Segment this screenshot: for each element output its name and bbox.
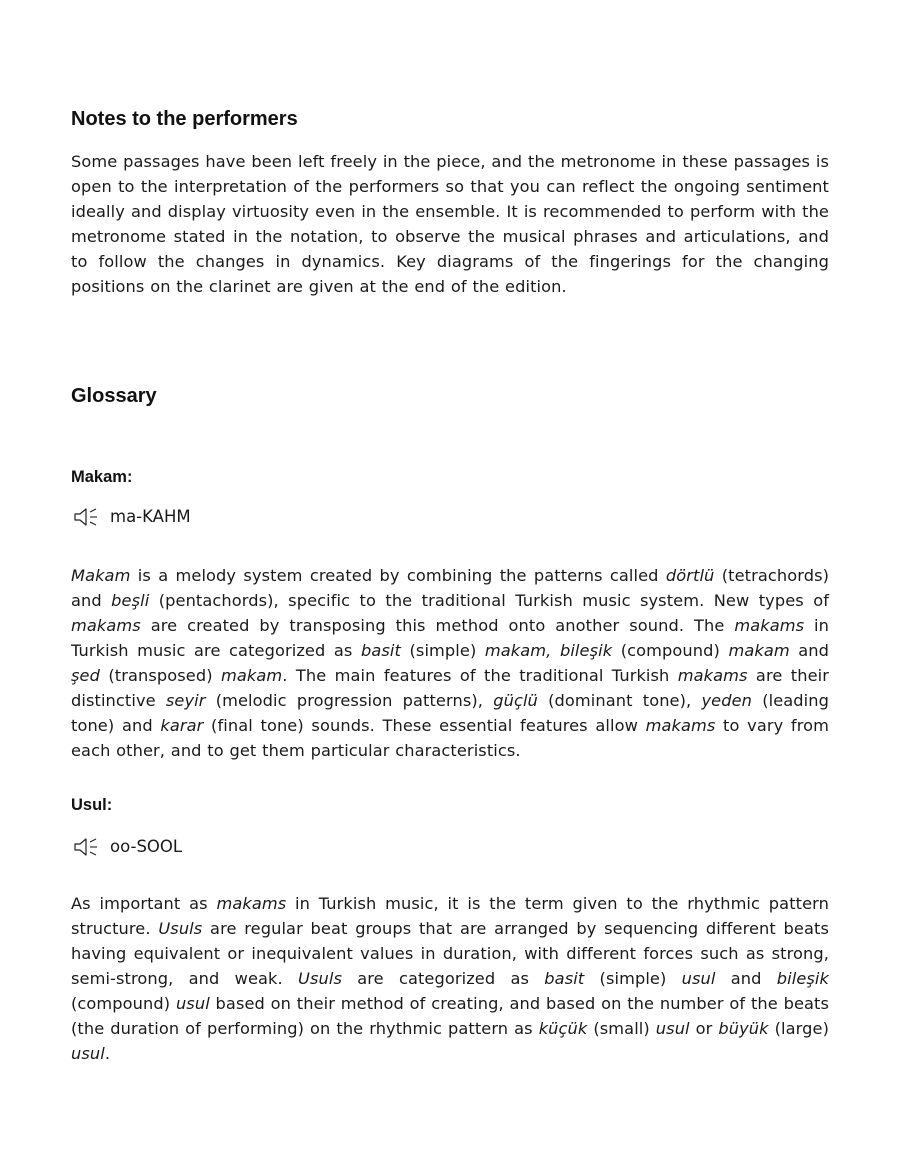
italic-term: usul	[681, 969, 716, 988]
text-run: (tetrachords) and	[71, 566, 830, 610]
pronunciation-text: ma-KAHM	[110, 507, 191, 526]
italic-term: makams	[216, 894, 287, 913]
italic-term: küçük	[538, 1019, 588, 1038]
italic-term: usul	[655, 1019, 690, 1038]
italic-term: makams	[71, 616, 141, 635]
text-run: in Turkish music, it is the term given to the rhythmic pattern structure.	[71, 894, 829, 938]
italic-term: makams	[734, 616, 805, 635]
italic-term: basit	[360, 641, 401, 660]
text-run: As important as	[71, 894, 217, 913]
notes-heading: Notes to the performers	[71, 108, 298, 130]
text-run: (small)	[587, 1019, 656, 1038]
text-run: (pentachords), specific to the traditional Turkish music system. New types of	[149, 591, 830, 610]
text-run: (compound)	[71, 994, 176, 1013]
text-run: (dominant tone),	[537, 691, 702, 710]
italic-term: bileşik	[776, 969, 829, 988]
italic-term: makam	[728, 641, 790, 660]
term-usul: Usul:	[71, 796, 113, 814]
text-run: (final tone) sounds. These essential features allow	[203, 716, 646, 735]
italic-term: makam	[220, 666, 283, 685]
text-run: .	[104, 1044, 111, 1063]
italic-term: dörtlü	[665, 566, 715, 585]
italic-term: makams	[645, 716, 716, 735]
text-run: (melodic progression patterns),	[205, 691, 494, 710]
text-run: are created by transposing this method onto another sound. The	[140, 616, 735, 635]
italic-term: makam, bileşik	[484, 641, 613, 660]
text-run: and	[715, 969, 777, 988]
text-run: (transposed)	[99, 666, 221, 685]
pronunciation-text: oo-SOOL	[110, 837, 183, 856]
text-run: are regular beat groups that are arranged by sequencing different beats having equivalent or inequivalent values in duration, with different forces such as strong, semi-strong, and weak.	[71, 919, 829, 988]
italic-term: güçlü	[493, 691, 538, 710]
italic-term: makams	[677, 666, 748, 685]
italic-term: yeden	[701, 691, 753, 710]
text-run: to vary from each other, and to get them particular characteristics.	[71, 716, 830, 760]
text-run: are their distinctive	[71, 666, 829, 710]
glossary-heading: Glossary	[71, 385, 157, 407]
text-run: (compound)	[612, 641, 729, 660]
italic-term: seyir	[165, 691, 206, 710]
speaker-icon[interactable]	[71, 506, 99, 528]
notes-paragraph: Some passages have been left freely in the piece, and the metronome in these passages is open to the interpretation of the performers so that you can reflect the ongoing sentiment ideally and display virtuosity even in the ensemble. It is recommended to perform with the metronome stated in the notation, to observe the musical phrases and articulations, and to follow the changes in dynamics. Key diagrams of the fingerings for the changing positions on the clarinet are given at the end of the edition.	[71, 152, 829, 296]
text-run: and	[789, 641, 830, 660]
italic-term: Makam	[71, 566, 131, 585]
italic-term: karar	[160, 716, 204, 735]
italic-term: şed	[71, 666, 100, 685]
italic-term: büyük	[718, 1019, 769, 1038]
term-makam: Makam:	[71, 468, 133, 486]
pronunciation-makam	[71, 506, 191, 528]
definition-usul	[71, 891, 829, 1066]
text-run: are categorized as	[341, 969, 545, 988]
text-run: (large)	[768, 1019, 829, 1038]
italic-term: usul	[175, 994, 210, 1013]
text-run: is a melody system created by combining the patterns called	[130, 566, 666, 585]
pronunciation-usul	[71, 836, 182, 858]
italic-term: Usuls	[298, 969, 342, 988]
italic-term: beşli	[111, 591, 150, 610]
text-run: based on their method of creating, and based on the number of the beats (the duration of performing) on the rhythmic pattern as	[71, 994, 829, 1038]
definition-makam	[71, 563, 829, 763]
italic-term: Usuls	[158, 919, 203, 938]
speaker-icon[interactable]	[71, 836, 99, 858]
italic-term: basit	[544, 969, 585, 988]
text-run: (leading tone) and	[71, 691, 830, 735]
italic-term: usul	[71, 1044, 105, 1063]
text-run: (simple)	[400, 641, 485, 660]
text-run: in Turkish music are categorized as	[71, 616, 830, 660]
text-run: or	[689, 1019, 719, 1038]
text-run: (simple)	[584, 969, 682, 988]
text-run: . The main features of the traditional Turkish	[282, 666, 678, 685]
